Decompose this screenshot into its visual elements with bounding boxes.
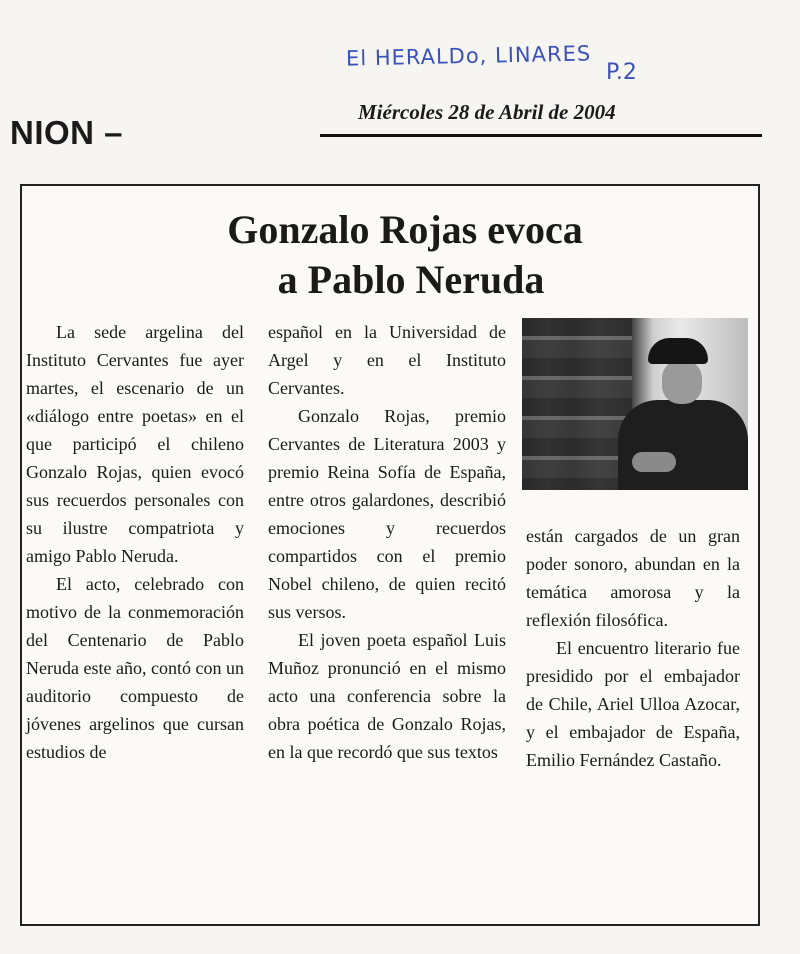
article-column-1 (26, 318, 244, 766)
photo-figure-hand (632, 452, 676, 472)
paragraph: El acto, celebrado con motivo de la conmemoración del Centenario de Pablo Neruda este año, contó con un auditorio compuesto de jóvenes argelinos que cursan estudios de (26, 574, 244, 762)
paragraph: están cargados de un gran poder sonoro, abundan en la temática amorosa y la reflexión filosófica. (526, 526, 740, 630)
photo-bookshelf (522, 318, 632, 490)
header-rule (320, 134, 762, 137)
portrait-photo (522, 318, 748, 490)
photo-figure-face (662, 360, 702, 404)
paragraph: Gonzalo Rojas, premio Cervantes de Literatura 2003 y premio Reina Sofía de España, entre otros galardones, describió emociones y recuerdos compartidos con el premio Nobel chileno, de quien recitó sus versos. (268, 406, 506, 622)
photo-figure-body (618, 400, 748, 490)
handwritten-source-note: El HERALDo, LINARES (345, 41, 592, 71)
photo-figure-hat (648, 338, 708, 364)
paragraph: español en la Universidad de Argel y en el Instituto Cervantes. (268, 322, 506, 398)
headline-line-2: a Pablo Neruda (277, 257, 545, 302)
article-column-3 (526, 522, 740, 774)
article-column-2 (268, 318, 506, 766)
headline-line-1: Gonzalo Rojas evoca (227, 207, 583, 252)
handwritten-page-note: P.2 (606, 60, 637, 85)
paragraph: El encuentro literario fue presidido por el embajador de Chile, Ariel Ulloa Azocar, y el embajador de España, Emilio Fernández Castaño. (526, 638, 740, 770)
dateline: Miércoles 28 de Abril de 2004 (358, 100, 616, 124)
paragraph: La sede argelina del Instituto Cervantes fue ayer martes, el escenario de un «diálogo entre poetas» en el que participó el chileno Gonzalo Rojas, quien evocó sus recuerdos personales con su ilustre compatriota y amigo Pablo Neruda. (26, 322, 244, 566)
section-tag: NION – (10, 114, 124, 151)
paragraph: El joven poeta español Luis Muñoz pronunció en el mismo acto una conferencia sobre la obra poética de Gonzalo Rojas, en la que recordó que sus textos (268, 630, 506, 762)
